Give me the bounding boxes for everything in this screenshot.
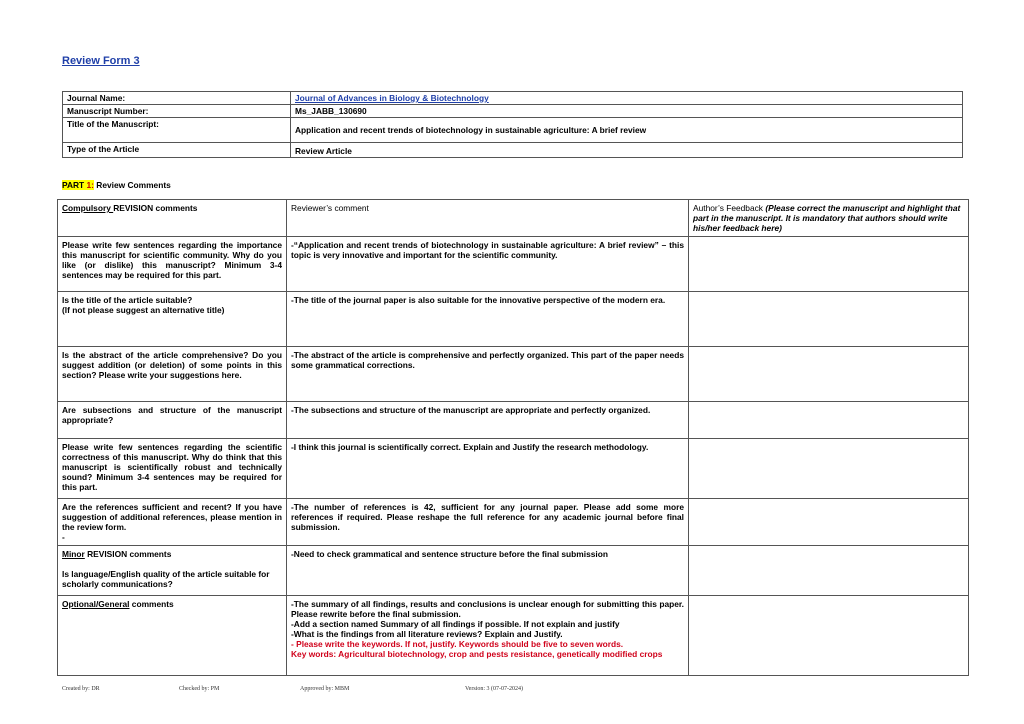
part1-title: Review Comments	[93, 180, 171, 190]
feedback-abstract[interactable]	[689, 347, 969, 402]
minor-label-rest: REVISION comments	[84, 549, 172, 559]
optional-comment-line-1: -The summary of all findings, results and conclusions is unclear enough for submitting this paper. Please rewrite before the final submission.	[291, 599, 684, 619]
optional-comments-label	[58, 596, 287, 676]
journal-name-link[interactable]: Journal of Advances in Biology & Biotechnology	[295, 93, 489, 103]
journal-name-row	[63, 92, 963, 105]
part1-highlight	[62, 180, 94, 190]
minor-revision-feedback[interactable]	[689, 546, 969, 596]
comment-title-suitable: -The title of the journal paper is also suitable for the innovative perspective of the modern era.	[287, 292, 689, 347]
article-type-label: Type of the Article	[63, 143, 291, 158]
manuscript-number-label: Manuscript Number:	[63, 105, 291, 118]
author-feedback-header-plain: Author’s Feedback	[693, 203, 766, 213]
optional-label-rest: comments	[129, 599, 174, 609]
comment-structure: -The subsections and structure of the manuscript are appropriate and perfectly organized.	[287, 402, 689, 439]
comment-importance: -“Application and recent trends of biotechnology in sustainable agriculture: A brief review” – this topic is very innovative and important for the scientific community.	[287, 237, 689, 292]
manuscript-title-row	[63, 118, 963, 143]
table-row	[58, 237, 969, 292]
footer-created-by: Created by: DR	[62, 686, 100, 692]
manuscript-title-value: Application and recent trends of biotechnology in sustainable agriculture: A brief review	[291, 118, 963, 143]
question-importance: Please write few sentences regarding the importance this manuscript for scientific community. Why do you like (or dislike) this manuscript? Minimum 3-4 sentences may be required for this part.	[58, 237, 287, 292]
table-row	[58, 347, 969, 402]
feedback-scientific-correctness[interactable]	[689, 439, 969, 499]
journal-name-label: Journal Name:	[63, 92, 291, 105]
manuscript-title-label: Title of the Manuscript:	[63, 118, 291, 143]
optional-comment-keywords: Key words: Agricultural biotechnology, crop and pests resistance, genetically modified crops	[291, 649, 663, 659]
feedback-references[interactable]	[689, 499, 969, 546]
feedback-title-suitable[interactable]	[689, 292, 969, 347]
feedback-structure[interactable]	[689, 402, 969, 439]
review-comments-table	[57, 199, 969, 676]
question-references-text: Are the references sufficient and recent? If you have suggestion of additional references, please mention in the review form.	[62, 502, 282, 532]
table-row	[58, 292, 969, 347]
minor-revision-label	[62, 549, 282, 559]
comment-scientific-correctness: -I think this journal is scientifically correct. Explain and Justify the research methodology.	[287, 439, 689, 499]
question-abstract: Is the abstract of the article comprehensive? Do you suggest addition (or deletion) of some points in this section? Please write your suggestions here.	[58, 347, 287, 402]
table-row	[58, 499, 969, 546]
reviewer-comment-header: Reviewer’s comment	[287, 200, 689, 237]
part1-heading	[62, 180, 171, 190]
footer-checked-by: Checked by: PM	[179, 686, 220, 692]
minor-label-underlined: Minor	[62, 549, 85, 559]
optional-comments-text	[287, 596, 689, 676]
optional-label-underlined: Optional/General	[62, 599, 130, 609]
optional-comment-line-3: -What is the findings from all literature reviews? Explain and Justify.	[291, 629, 563, 639]
review-header-row	[58, 200, 969, 237]
article-type-value: Review Article	[291, 143, 963, 158]
footer-approved-by: Approved by: MBM	[300, 686, 350, 692]
part1-prefix: PART	[62, 180, 87, 190]
feedback-importance[interactable]	[689, 237, 969, 292]
manuscript-info-table	[62, 91, 963, 158]
table-row	[58, 439, 969, 499]
minor-question-text: Is language/English quality of the article suitable for scholarly communications?	[62, 569, 270, 589]
compulsory-header-rest: REVISION comments	[113, 203, 198, 213]
question-structure: Are subsections and structure of the manuscript appropriate?	[58, 402, 287, 439]
optional-comments-row	[58, 596, 969, 676]
optional-comment-line-2: -Add a section named Summary of all findings if possible. If not explain and justify	[291, 619, 620, 629]
article-type-row	[63, 143, 963, 158]
minor-revision-question	[58, 546, 287, 596]
comment-abstract: -The abstract of the article is comprehensive and perfectly organized. This part of the paper needs some grammatical corrections.	[287, 347, 689, 402]
manuscript-number-row	[63, 105, 963, 118]
compulsory-header-underlined: Compulsory	[62, 203, 114, 213]
minor-revision-comment: -Need to check grammatical and sentence structure before the final submission	[287, 546, 689, 596]
question-title-suitable: Is the title of the article suitable? (If not please suggest an alternative title)	[58, 292, 287, 347]
author-feedback-header	[689, 200, 969, 237]
author-feedback-header-note: (Please correct the manuscript and highlight that part in the manuscript. It is mandatory that authors should write his/her feedback here)	[693, 203, 961, 233]
page-footer	[62, 686, 962, 698]
minor-revision-row	[58, 546, 969, 596]
comment-references: -The number of references is 42, sufficient for any journal paper. Please add some more references if required. Please reshape the full reference for any academic journal before final submission.	[287, 499, 689, 546]
compulsory-header	[58, 200, 287, 237]
question-scientific-correctness: Please write few sentences regarding the scientific correctness of this manuscript. Why do think that this manuscript is scientifically robust and technically sound? Minimum 3-4 sentences may be required for this part.	[58, 439, 287, 499]
optional-comments-feedback[interactable]	[689, 596, 969, 676]
footer-version: Version: 3 (07-07-2024)	[465, 686, 523, 692]
manuscript-number-value: Ms_JABB_130690	[291, 105, 963, 118]
table-row	[58, 402, 969, 439]
question-references	[58, 499, 287, 546]
form-title: Review Form 3	[62, 55, 140, 67]
part1-number: 1:	[86, 180, 94, 190]
question-references-dash: -	[62, 532, 65, 542]
optional-comment-keywords-note: - Please write the keywords. If not, justify. Keywords should be five to seven words.	[291, 639, 624, 649]
journal-name-cell	[291, 92, 963, 105]
